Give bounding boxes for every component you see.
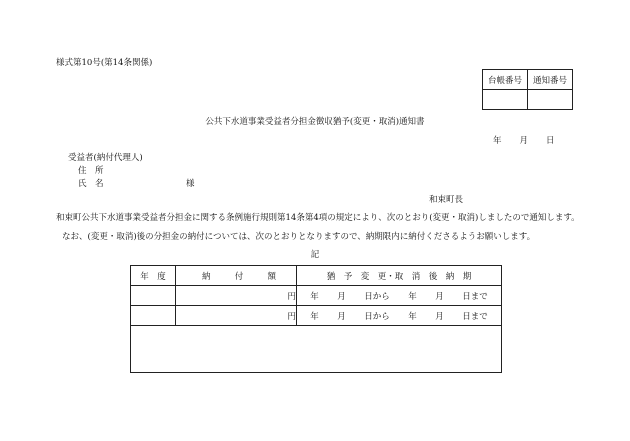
header-fiscal-year: 年 度 xyxy=(131,266,176,286)
header-amount-char: 納 xyxy=(202,271,211,282)
period-part: 年 xyxy=(408,291,417,302)
header-amount xyxy=(176,266,297,286)
name-label: 氏 名 xyxy=(78,179,104,189)
notice-number-value[interactable] xyxy=(528,90,573,110)
period-part: 日から xyxy=(364,291,390,302)
header-amount-char: 付 xyxy=(234,271,244,282)
table-row xyxy=(131,306,502,326)
remarks-area[interactable] xyxy=(131,326,502,373)
table-row xyxy=(131,286,502,306)
ledger-number-value[interactable] xyxy=(483,90,528,110)
period-part: 月 xyxy=(337,291,346,302)
row-fiscal-year[interactable] xyxy=(131,306,176,326)
honorific: 様 xyxy=(186,179,195,189)
body-paragraph-1: 和束町公共下水道事業受益者分担金に関する条例施行規則第14条第4項の規定により、次のとおり(変更・取消)しましたので通知します。 xyxy=(56,213,580,223)
row-amount[interactable]: 円 xyxy=(176,306,297,326)
date-month: 月 xyxy=(519,136,529,146)
period-part: 年 xyxy=(310,311,319,322)
period-part: 日まで xyxy=(462,311,488,322)
period-part: 月 xyxy=(337,311,346,322)
register-number-table xyxy=(482,69,573,110)
row-period[interactable] xyxy=(297,306,502,326)
period-part: 月 xyxy=(435,311,444,322)
date-line xyxy=(493,137,555,146)
ki-heading: 記 xyxy=(310,250,320,260)
period-part: 年 xyxy=(408,311,417,322)
notice-number-header: 通知番号 xyxy=(528,70,573,90)
row-period[interactable] xyxy=(297,286,502,306)
form-number: 様式第10号(第14条関係) xyxy=(56,58,153,68)
date-year: 年 xyxy=(493,136,502,146)
period-part: 年 xyxy=(310,291,319,302)
address-label: 住 所 xyxy=(78,166,104,176)
ledger-number-header: 台帳番号 xyxy=(483,70,528,90)
period-part: 日から xyxy=(364,311,390,322)
row-amount[interactable]: 円 xyxy=(176,286,297,306)
row-fiscal-year[interactable] xyxy=(131,286,176,306)
body-paragraph-2: なお、(変更・取消)後の分担金の納付については、次のとおりとなりますので、納期限内に納付くださるようお願いします。 xyxy=(62,232,536,242)
payment-schedule-table xyxy=(130,265,502,373)
date-day: 日 xyxy=(546,136,555,146)
period-part: 月 xyxy=(435,291,444,302)
document-title: 公共下水道事業受益者分担金徴収猶予(変更・取消)通知書 xyxy=(205,117,425,127)
header-period: 猶 予 変 更・取 消 後 納 期 xyxy=(297,266,502,286)
header-amount-char: 額 xyxy=(267,271,276,282)
period-part: 日まで xyxy=(462,291,488,302)
issuer: 和束町長 xyxy=(429,195,464,205)
recipient-label: 受益者(納付代理人) xyxy=(68,153,143,163)
